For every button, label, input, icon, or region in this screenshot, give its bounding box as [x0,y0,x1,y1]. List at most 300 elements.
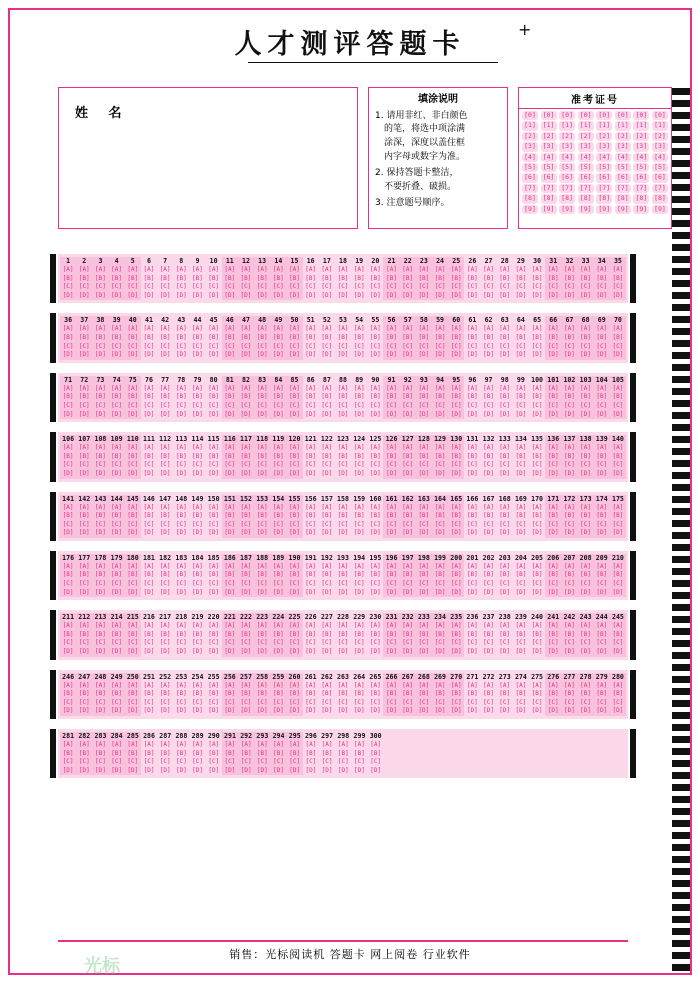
answer-bubble[interactable]: [D] [353,469,365,477]
answer-bubble[interactable]: [B] [60,334,76,343]
option-row[interactable] [60,351,626,360]
answer-bubble[interactable]: [C] [383,343,399,352]
answer-bubble[interactable]: [C] [125,758,141,767]
answer-bubble[interactable]: [C] [321,758,333,766]
answer-bubble[interactable]: [B] [321,393,333,401]
answer-bubble[interactable]: [A] [400,622,416,631]
answer-bubble[interactable]: [D] [254,351,270,360]
answer-bubble[interactable]: [B] [483,274,494,282]
answer-bubble[interactable]: [D] [499,588,511,596]
answer-bubble[interactable]: [D] [76,529,92,538]
answer-bubble[interactable]: [A] [610,385,626,394]
answer-bubble[interactable]: [B] [432,690,448,699]
answer-bubble[interactable]: [A] [286,444,302,453]
answer-bubble[interactable]: [D] [610,529,626,538]
answer-bubble[interactable]: [A] [561,504,577,513]
answer-bubble[interactable]: [D] [483,351,494,359]
answer-bubble[interactable]: [C] [208,461,220,469]
answer-bubble[interactable]: [B] [321,274,333,282]
answer-bubble[interactable]: [C] [76,758,92,767]
answer-bubble[interactable]: [D] [610,292,626,301]
answer-bubble[interactable]: [B] [270,393,286,402]
answer-bubble[interactable]: [A] [578,622,594,631]
answer-bubble[interactable]: [C] [305,520,317,528]
answer-bubble[interactable]: [B] [305,749,317,757]
exam-number-bubble[interactable]: [9] [541,205,557,214]
answer-bubble[interactable]: [D] [499,410,511,418]
answer-bubble[interactable]: [B] [175,571,187,579]
answer-bubble[interactable]: [B] [60,690,76,699]
answer-bubble[interactable]: [A] [159,325,171,333]
answer-bubble[interactable]: [C] [286,521,302,530]
answer-bubble[interactable]: [D] [448,707,464,716]
answer-bubble[interactable]: [B] [369,274,381,282]
answer-bubble[interactable]: [A] [238,385,254,394]
answer-bubble[interactable]: [D] [143,469,155,477]
answer-bubble[interactable]: [B] [76,275,92,284]
answer-bubble[interactable]: [B] [286,512,302,521]
answer-bubble[interactable]: [A] [192,384,203,392]
exam-number-bubble[interactable]: [2] [578,132,594,141]
answer-bubble[interactable]: [A] [192,503,203,511]
answer-bubble[interactable]: [C] [531,342,543,350]
option-row[interactable] [60,529,626,538]
answer-bubble[interactable]: [A] [143,741,155,748]
answer-bubble[interactable]: [C] [610,521,626,530]
answer-bubble[interactable]: [D] [270,411,286,420]
answer-bubble[interactable]: [A] [561,325,577,334]
answer-bubble[interactable]: [D] [60,529,76,538]
answer-bubble[interactable]: [B] [515,690,527,698]
answer-bubble[interactable]: [A] [287,741,303,750]
answer-bubble[interactable]: [D] [578,292,594,301]
answer-bubble[interactable]: [A] [254,622,270,631]
answer-bubble[interactable]: [D] [143,588,155,596]
answer-bubble[interactable]: [B] [561,512,577,521]
answer-bubble[interactable]: [C] [369,342,381,350]
answer-bubble[interactable]: [C] [76,639,92,648]
answer-bubble[interactable]: [A] [354,741,365,748]
exam-number-bubble[interactable]: [8] [578,194,594,203]
answer-bubble[interactable]: [C] [175,580,187,588]
answer-bubble[interactable]: [D] [466,469,478,477]
exam-number-bubble[interactable]: [6] [578,173,594,182]
answer-bubble[interactable]: [C] [337,283,349,291]
answer-bubble[interactable]: [A] [60,385,76,394]
answer-bubble[interactable]: [C] [321,639,333,647]
answer-bubble[interactable]: [A] [466,622,478,630]
answer-bubble[interactable]: [C] [175,401,187,409]
answer-bubble[interactable]: [A] [416,444,432,453]
answer-bubble[interactable]: [C] [192,698,203,706]
answer-bubble[interactable]: [D] [416,351,432,360]
answer-bubble[interactable]: [C] [499,342,511,350]
answer-bubble[interactable]: [B] [254,571,270,580]
answer-bubble[interactable]: [D] [353,588,365,596]
answer-bubble[interactable]: [B] [594,334,610,343]
answer-bubble[interactable]: [B] [545,512,561,521]
answer-bubble[interactable]: [B] [321,512,333,520]
answer-bubble[interactable]: [D] [499,648,511,656]
answer-bubble[interactable]: [C] [610,402,626,411]
answer-bubble[interactable]: [B] [76,512,92,521]
answer-bubble[interactable]: [B] [466,630,478,638]
answer-row-block[interactable] [58,373,628,422]
answer-bubble[interactable]: [A] [383,682,399,691]
answer-row-block[interactable] [58,729,628,778]
answer-bubble[interactable]: [D] [222,292,238,301]
option-row[interactable] [60,707,626,716]
option-row[interactable] [60,453,626,462]
answer-bubble[interactable]: [A] [109,385,125,394]
answer-bubble[interactable]: [A] [270,444,286,453]
answer-bubble[interactable]: [B] [92,334,108,343]
answer-bubble[interactable]: [C] [125,402,141,411]
answer-bubble[interactable]: [C] [561,580,577,589]
answer-bubble[interactable]: [C] [305,401,317,409]
answer-bubble[interactable]: [A] [208,266,220,273]
answer-bubble[interactable]: [A] [321,681,333,689]
answer-bubble[interactable]: [C] [287,758,303,767]
answer-bubble[interactable]: [B] [545,631,561,640]
option-row[interactable] [60,622,626,631]
exam-number-bubble[interactable]: [4] [522,153,538,162]
answer-bubble[interactable]: [D] [143,291,155,299]
answer-bubble[interactable]: [A] [466,266,478,273]
answer-bubble[interactable]: [B] [143,630,155,638]
answer-bubble[interactable]: [B] [60,512,76,521]
answer-bubble[interactable]: [C] [561,343,577,352]
answer-bubble[interactable]: [C] [143,758,155,766]
answer-bubble[interactable]: [D] [270,351,286,360]
answer-bubble[interactable]: [C] [192,758,204,766]
answer-bubble[interactable]: [C] [109,639,125,648]
answer-bubble[interactable]: [D] [109,411,125,420]
answer-bubble[interactable]: [B] [254,690,270,699]
answer-bubble[interactable]: [B] [594,275,610,284]
exam-number-bubble[interactable]: [1] [615,121,631,130]
answer-bubble[interactable]: [A] [286,622,302,631]
answer-bubble[interactable]: [A] [222,504,238,513]
answer-bubble[interactable]: [B] [125,690,141,699]
answer-bubble[interactable]: [B] [578,571,594,580]
answer-bubble[interactable]: [D] [270,767,286,776]
exam-number-bubble[interactable]: [9] [633,205,649,214]
answer-bubble[interactable]: [B] [578,334,594,343]
answer-bubble[interactable]: [B] [321,749,333,757]
answer-bubble[interactable]: [D] [125,707,141,716]
answer-bubble[interactable]: [C] [208,698,220,706]
answer-bubble[interactable]: [A] [416,563,432,572]
answer-bubble[interactable]: [C] [531,283,543,291]
answer-row-block[interactable] [58,313,628,362]
exam-number-bubble[interactable]: [6] [633,173,649,182]
answer-bubble[interactable]: [B] [432,571,448,580]
answer-bubble[interactable]: [A] [400,682,416,691]
answer-bubble[interactable]: [B] [545,275,561,284]
answer-bubble[interactable]: [D] [416,292,432,301]
answer-bubble[interactable]: [C] [561,699,577,708]
answer-bubble[interactable]: [A] [337,444,349,452]
answer-bubble[interactable]: [D] [337,351,349,359]
answer-bubble[interactable]: [A] [321,325,333,333]
answer-bubble[interactable]: [C] [337,520,349,528]
answer-bubble[interactable]: [C] [545,402,561,411]
answer-bubble[interactable]: [C] [143,342,155,350]
option-row[interactable] [60,292,626,301]
answer-bubble[interactable]: [C] [466,283,478,291]
option-row[interactable] [60,461,626,470]
answer-bubble[interactable]: [D] [92,648,108,657]
answer-bubble[interactable]: [C] [545,580,561,589]
answer-bubble[interactable]: [B] [483,393,494,401]
answer-bubble[interactable]: [B] [400,393,416,402]
answer-bubble[interactable]: [A] [416,622,432,631]
answer-bubble[interactable]: [D] [159,410,171,418]
answer-bubble[interactable]: [C] [254,580,270,589]
answer-bubble[interactable]: [A] [369,266,381,273]
answer-bubble[interactable]: [A] [175,622,187,630]
answer-bubble[interactable]: [C] [383,580,399,589]
answer-bubble[interactable]: [C] [305,758,317,766]
answer-bubble[interactable]: [C] [76,521,92,530]
answer-bubble[interactable]: [B] [369,690,381,698]
answer-bubble[interactable]: [D] [60,707,76,716]
answer-bubble[interactable]: [A] [143,384,155,392]
answer-bubble[interactable]: [B] [416,393,432,402]
answer-bubble[interactable]: [B] [483,630,494,638]
answer-bubble[interactable]: [C] [270,521,286,530]
answer-bubble[interactable]: [B] [610,453,626,462]
answer-bubble[interactable]: [B] [125,453,141,462]
answer-bubble[interactable]: [D] [578,411,594,420]
answer-bubble[interactable]: [C] [499,401,511,409]
answer-bubble[interactable]: [A] [353,681,365,689]
answer-bubble[interactable]: [B] [208,749,220,757]
answer-bubble[interactable]: [D] [353,707,365,715]
exam-number-column[interactable] [578,111,594,215]
answer-bubble[interactable]: [D] [222,767,238,776]
answer-bubble[interactable]: [C] [466,639,478,647]
option-row[interactable] [60,699,626,708]
exam-number-bubble[interactable]: [8] [522,194,538,203]
answer-bubble[interactable]: [C] [92,580,108,589]
exam-number-bubble[interactable]: [9] [596,205,612,214]
answer-bubble[interactable]: [C] [561,521,577,530]
answer-bubble[interactable]: [B] [448,393,464,402]
answer-bubble[interactable]: [C] [286,639,302,648]
answer-bubble[interactable]: [A] [208,444,220,452]
answer-bubble[interactable]: [D] [545,529,561,538]
answer-bubble[interactable]: [D] [159,648,171,656]
answer-bubble[interactable]: [D] [321,648,333,656]
answer-bubble[interactable]: [C] [515,580,527,588]
answer-bubble[interactable]: [B] [337,749,349,757]
exam-number-bubble[interactable]: [3] [559,142,575,151]
answer-bubble[interactable]: [C] [578,699,594,708]
answer-bubble[interactable]: [B] [175,452,187,460]
answer-bubble[interactable]: [D] [578,589,594,598]
answer-bubble[interactable]: [C] [483,342,494,350]
answer-bubble[interactable]: [C] [109,283,125,292]
answer-bubble[interactable]: [D] [337,707,349,715]
answer-bubble[interactable]: [C] [545,639,561,648]
answer-bubble[interactable]: [B] [305,512,317,520]
answer-bubble[interactable]: [B] [238,690,254,699]
answer-bubble[interactable]: [A] [531,562,543,570]
answer-bubble[interactable]: [B] [400,512,416,521]
answer-bubble[interactable]: [A] [545,504,561,513]
answer-bubble[interactable]: [D] [222,351,238,360]
answer-bubble[interactable]: [B] [499,452,511,460]
answer-bubble[interactable]: [A] [305,444,317,452]
answer-bubble[interactable]: [D] [305,707,317,715]
answer-bubble[interactable]: [A] [286,385,302,394]
answer-bubble[interactable]: [D] [483,648,494,656]
answer-bubble[interactable]: [B] [483,690,494,698]
answer-bubble[interactable]: [A] [159,266,171,273]
answer-bubble[interactable]: [B] [125,631,141,640]
answer-bubble[interactable]: [D] [175,291,187,299]
answer-bubble[interactable]: [C] [254,283,270,292]
answer-bubble[interactable]: [A] [321,622,333,630]
answer-bubble[interactable]: [A] [175,325,187,333]
answer-bubble[interactable]: [C] [321,520,333,528]
answer-bubble[interactable]: [D] [466,351,478,359]
option-row[interactable] [60,283,626,292]
answer-bubble[interactable]: [B] [383,512,399,521]
answer-bubble[interactable]: [A] [238,682,254,691]
answer-bubble[interactable]: [B] [92,690,108,699]
answer-bubble[interactable]: [A] [383,622,399,631]
answer-bubble[interactable]: [C] [383,521,399,530]
answer-bubble[interactable]: [A] [337,266,349,273]
answer-bubble[interactable]: [D] [466,648,478,656]
answer-bubble[interactable]: [A] [337,622,349,630]
answer-bubble[interactable]: [B] [466,690,478,698]
answer-bubble[interactable]: [A] [109,444,125,453]
answer-bubble[interactable]: [C] [499,698,511,706]
answer-bubble[interactable]: [B] [416,275,432,284]
answer-bubble[interactable]: [D] [515,648,527,656]
answer-bubble[interactable]: [B] [515,333,527,341]
answer-bubble[interactable]: [A] [531,325,543,333]
answer-bubble[interactable]: [C] [92,461,108,470]
answer-bubble[interactable]: [D] [109,767,125,776]
answer-bubble[interactable]: [D] [531,588,543,596]
answer-bubble[interactable]: [C] [610,343,626,352]
answer-bubble[interactable]: [C] [578,521,594,530]
answer-bubble[interactable]: [C] [76,461,92,470]
answer-bubble[interactable]: [A] [531,622,543,630]
answer-bubble[interactable]: [D] [287,767,303,776]
answer-bubble[interactable]: [D] [222,589,238,598]
answer-bubble[interactable]: [B] [383,631,399,640]
answer-bubble[interactable]: [A] [192,741,204,748]
answer-bubble[interactable]: [D] [383,292,399,301]
answer-bubble[interactable]: [D] [175,766,187,774]
answer-bubble[interactable]: [A] [222,622,238,631]
answer-bubble[interactable]: [B] [321,333,333,341]
answer-bubble[interactable]: [D] [159,291,171,299]
answer-bubble[interactable]: [D] [76,351,92,360]
option-row[interactable] [60,767,626,776]
answer-bubble[interactable]: [D] [125,411,141,420]
answer-bubble[interactable]: [B] [92,393,108,402]
answer-bubble[interactable]: [C] [448,580,464,589]
answer-bubble[interactable]: [D] [270,589,286,598]
answer-bubble[interactable]: [A] [92,266,108,275]
answer-bubble[interactable]: [A] [369,622,381,630]
answer-bubble[interactable]: [A] [305,384,317,392]
answer-bubble[interactable]: [B] [270,571,286,580]
answer-bubble[interactable]: [C] [416,402,432,411]
answer-bubble[interactable]: [A] [192,681,203,689]
answer-bubble[interactable]: [D] [400,648,416,657]
answer-bubble[interactable]: [B] [545,334,561,343]
exam-number-bubble[interactable]: [1] [578,121,594,130]
answer-bubble[interactable]: [B] [143,452,155,460]
answer-bubble[interactable]: [A] [305,562,317,570]
answer-bubble[interactable]: [A] [254,325,270,334]
answer-bubble[interactable]: [D] [192,351,203,359]
answer-bubble[interactable]: [B] [92,275,108,284]
answer-bubble[interactable]: [A] [192,325,203,333]
answer-bubble[interactable]: [B] [499,393,511,401]
answer-bubble[interactable]: [C] [432,580,448,589]
answer-bubble[interactable]: [B] [369,571,381,579]
answer-bubble[interactable]: [C] [353,580,365,588]
answer-bubble[interactable]: [B] [92,750,108,759]
answer-bubble[interactable]: [B] [594,690,610,699]
answer-bubble[interactable]: [B] [175,393,187,401]
answer-bubble[interactable]: [D] [499,469,511,477]
answer-bubble[interactable]: [D] [192,291,203,299]
exam-number-bubble[interactable]: [7] [578,184,594,193]
answer-bubble[interactable]: [B] [175,749,187,757]
answer-bubble[interactable]: [B] [175,690,187,698]
exam-number-bubble[interactable]: [7] [559,184,575,193]
answer-bubble[interactable]: [C] [515,461,527,469]
answer-bubble[interactable]: [D] [383,589,399,598]
answer-bubble[interactable]: [C] [305,698,317,706]
answer-bubble[interactable]: [A] [125,741,141,750]
exam-number-column[interactable] [615,111,631,215]
answer-bubble[interactable]: [C] [254,461,270,470]
answer-bubble[interactable]: [B] [192,274,203,282]
answer-bubble[interactable]: [B] [254,631,270,640]
answer-bubble[interactable]: [D] [159,469,171,477]
answer-bubble[interactable]: [A] [76,563,92,572]
answer-bubble[interactable]: [D] [337,588,349,596]
answer-bubble[interactable]: [A] [448,325,464,334]
answer-bubble[interactable]: [B] [369,630,381,638]
answer-bubble[interactable]: [A] [545,563,561,572]
answer-bubble[interactable]: [C] [594,639,610,648]
answer-bubble[interactable]: [C] [286,402,302,411]
answer-bubble[interactable]: [D] [353,529,365,537]
answer-bubble[interactable]: [C] [337,461,349,469]
answer-bubble[interactable]: [D] [561,707,577,716]
answer-bubble[interactable]: [C] [594,461,610,470]
answer-bubble[interactable]: [B] [561,453,577,462]
option-row[interactable] [60,504,626,513]
answer-bubble[interactable]: [A] [238,563,254,572]
exam-number-bubble[interactable]: [8] [615,194,631,203]
answer-bubble[interactable]: [B] [337,571,349,579]
answer-bubble[interactable]: [B] [270,275,286,284]
exam-number-column[interactable] [652,111,668,215]
